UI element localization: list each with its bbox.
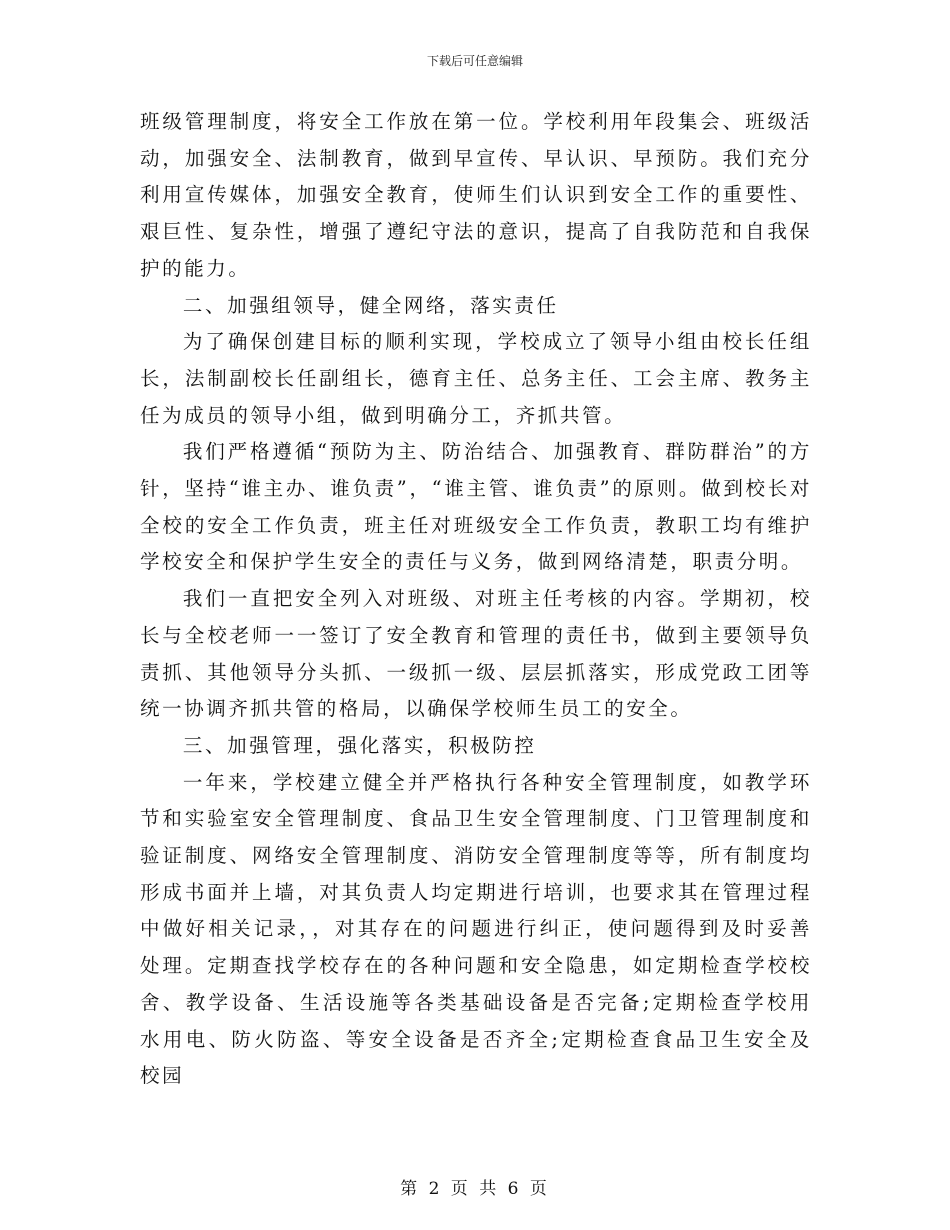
page-number-footer: 第 2 页 共 6 页	[400, 1179, 550, 1199]
section-heading-2: 二、加强组领导，健全网络，落实责任	[182, 293, 559, 317]
page-header: 下载后可任意编辑	[426, 54, 523, 68]
paragraph-continuation: 班级管理制度，将安全工作放在第一位。学校利用年段集会、班级活动，加强安全、法制教育，做到早宣传、早认识、早预防。我们充分利用宣传媒体，加强安全教育，使师生们认识到安全工作的重要性、艰巨性、复杂性，增强了遵纪守法的意识，提高了自我防范和自我保护的能力。	[140, 110, 812, 280]
document-body	[140, 104, 812, 1095]
paragraph-leadership-group: 为了确保创建目标的顺利实现，学校成立了领导小组由校长任组长，法制副校长任副组长，德育主任、总务主任、工会主席、教务主任为成员的领导小组，做到明确分工，齐抓共管。	[140, 330, 812, 427]
paragraph-assessment: 我们一直把安全列入对班级、对班主任考核的内容。学期初，校长与全校老师一一签订了安全教育和管理的责任书，做到主要领导负责抓、其他领导分头抓、一级抓一级、层层抓落实，形成党政工团等统一协调齐抓共管的格局，以确保学校师生员工的安全。	[140, 587, 812, 721]
paragraph-principles: 我们严格遵循“预防为主、防治结合、加强教育、群防群治”的方针，坚持“谁主办、谁负责”，“谁主管、谁负责”的原则。做到校长对全校的安全工作负责，班主任对班级安全工作负责，教职工均有维护学校安全和保护学生安全的责任与义务，做到网络清楚，职责分明。	[140, 440, 812, 574]
paragraph-management-systems: 一年来，学校建立健全并严格执行各种安全管理制度，如教学环节和实验室安全管理制度、食品卫生安全管理制度、门卫管理制度和验证制度、网络安全管理制度、消防安全管理制度等等，所有制度均形成书面并上墙，对其负责人均定期进行培训，也要求其在管理过程中做好相关记录，，对其存在的问题进行纠正，使问题得到及时妥善处理。定期查找学校存在的各种问题和安全隐患，如定期检查学校校舍、教学设备、生活设施等各类基础设备是否完备;定期检查学校用水用电、防火防盗、等安全设备是否齐全;定期检查食品卫生安全及校园	[140, 770, 812, 1088]
section-heading-3: 三、加强管理，强化落实，积极防控	[182, 733, 537, 757]
